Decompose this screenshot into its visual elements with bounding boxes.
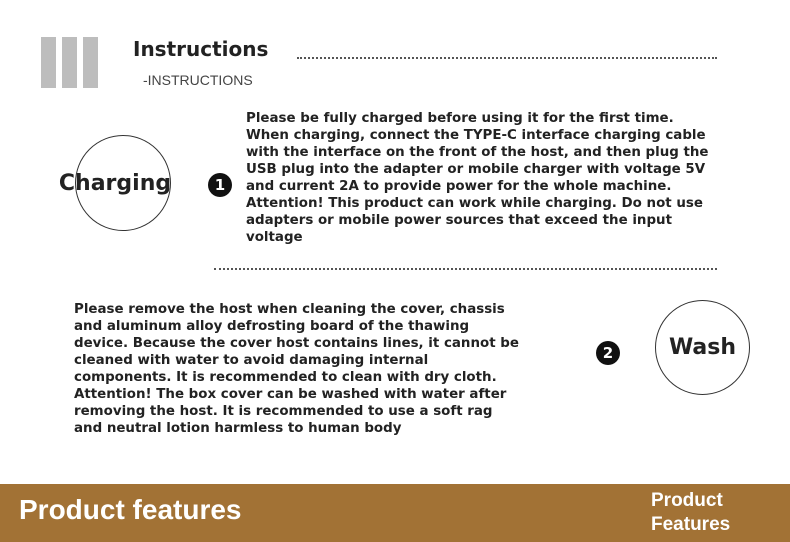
footer-banner [0, 484, 790, 542]
wash-label: Wash [668, 335, 737, 360]
footer-title: Product features [19, 494, 242, 525]
step-1-badge: 1 [208, 173, 232, 197]
footer-side-line-2: Features [651, 514, 731, 535]
bar-shape [41, 37, 56, 88]
page-title: Instructions [133, 37, 269, 61]
charging-circle [58, 135, 172, 231]
wash-circle [655, 300, 750, 395]
dotted-divider-middle [214, 268, 717, 270]
footer-side-label [651, 489, 730, 537]
page-subtitle: -INSTRUCTIONS [143, 72, 253, 88]
dotted-divider-top [297, 57, 717, 59]
bar-shape [62, 37, 77, 88]
step-2-badge: 2 [596, 341, 620, 365]
charging-label: Charging [58, 170, 172, 196]
section-bars-icon [41, 37, 98, 88]
bar-shape [83, 37, 98, 88]
charging-instructions: Please be fully charged before using it for the first time. When charging, connect the TYPE-C interface charging cable with the interface on the front of the host, and then plug the USB plug into the adapter or mobile charger with voltage 5V and current 2A to provide power for the whole machine. Attention! This product can work while charging. Do not use adapters or mobile power sources that exceed the input voltage [246, 111, 709, 245]
wash-instructions: Please remove the host when cleaning the cover, chassis and aluminum alloy defrosting board of the thawing device. Because the cover host contains lines, it cannot be cleaned with water to avoid damaging internal components. It is recommended to clean with dry cloth. Attention! The box cover can be washed with water after removing the host. It is recommended to use a soft rag and neutral lotion harmless to human body [74, 302, 519, 436]
footer-side-line-1: Product [651, 490, 723, 511]
